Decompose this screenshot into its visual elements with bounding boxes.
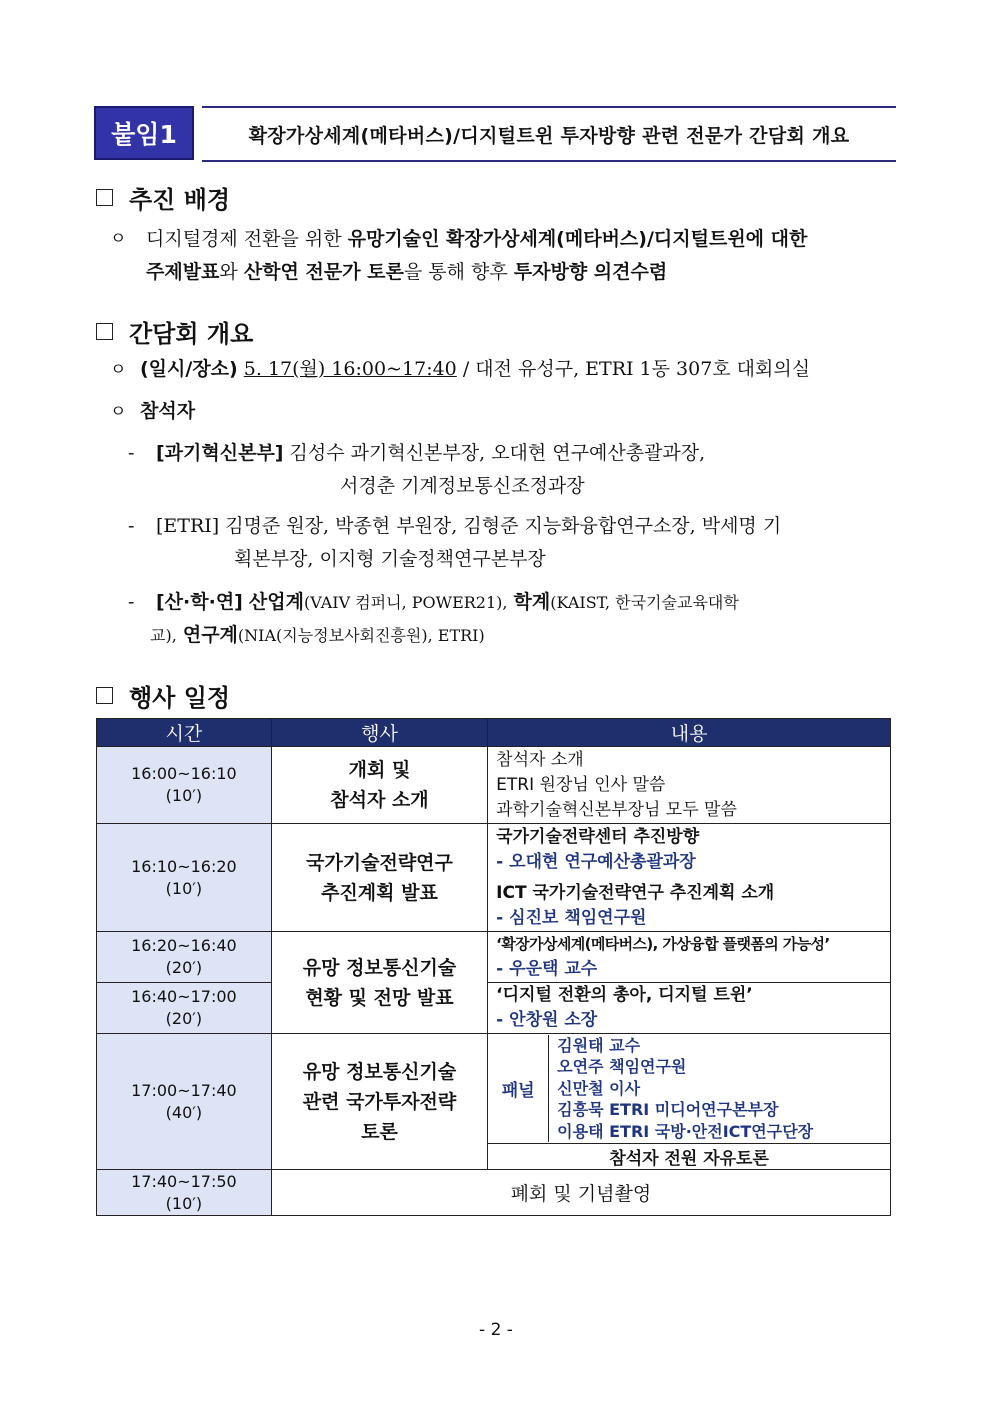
time-cell: 17:00~17:40 (40′) (97, 1034, 272, 1170)
schedule-label: (일시/장소) (140, 358, 238, 380)
attendees-label: 참석자 (140, 400, 196, 422)
panelist: 오연주 책임연구원 (557, 1057, 687, 1077)
table-header-row (97, 719, 891, 747)
section-title: 행사 일정 (129, 684, 231, 712)
table-row (97, 983, 891, 1034)
group-text: 획본부장, 이지형 기술정책연구본부장 (234, 548, 546, 570)
panelist: 김흥묵 ETRI 미디어연구본부장 (557, 1100, 779, 1120)
table-row (97, 824, 891, 932)
column-header: 내용 (488, 719, 891, 747)
table-row (97, 1170, 891, 1216)
content-cell: 참석자 소개 ETRI 원장님 인사 말씀 과학기술혁신본부장님 모두 말씀 (488, 747, 891, 824)
dash: - (128, 442, 135, 464)
attendee-group-msit (128, 437, 898, 503)
table-row (97, 932, 891, 983)
panel-cell (488, 1034, 891, 1144)
content-cell: ‘디지털 전환의 총아, 디지털 트윈’ - 안창원 소장 (488, 983, 891, 1034)
attendee-group-industry-academia-research (128, 586, 903, 652)
group-label: [과기혁신본부] (156, 442, 284, 464)
table-row (97, 747, 891, 824)
bold-text: 산학연 전문가 토론 (243, 261, 404, 283)
text: 와 (219, 261, 244, 283)
section-heading-meeting (96, 314, 253, 349)
section-heading-background (96, 180, 230, 215)
industry-label: 산업계 (248, 591, 304, 613)
attendee-group-etri (128, 510, 898, 576)
time-cell: 16:20~16:40 (20′) (97, 932, 272, 983)
time-cell: 16:00~16:10 (10′) (97, 747, 272, 824)
event-cell: 유망 정보통신기술 현황 및 전망 발표 (271, 932, 487, 1034)
group-label: [ETRI] (156, 515, 220, 537)
bold-text: 유망기술인 확장가상세계(메타버스)/디지털트윈에 대한 (347, 228, 808, 250)
content-cell: 국가기술전략센터 추진방향 - 오대현 연구예산총괄과장 ICT 국가기술전략연구 추진계획 소개 - 심진보 책임연구원 (488, 824, 891, 932)
event-cell: 유망 정보통신기술 관련 국가투자전략 토론 (271, 1034, 487, 1170)
group-text: 김성수 과기혁신본부장, 오대현 연구예산총괄과장, (283, 442, 706, 464)
checkbox-square-icon (96, 323, 113, 340)
group-text: 김명준 원장, 박종현 부원장, 김형준 지능화융합연구소장, 박세명 기 (219, 515, 782, 537)
attendees-line (110, 395, 195, 429)
dash: - (128, 591, 135, 613)
panel-label: 패널 (488, 1035, 549, 1143)
section-title: 간담회 개요 (129, 320, 254, 348)
event-cell: 국가기술전략연구 추진계획 발표 (271, 824, 487, 932)
column-header: 행사 (271, 719, 487, 747)
group-text: 서경춘 기계정보통신조정과장 (340, 475, 585, 497)
column-header: 시간 (97, 719, 272, 747)
section-heading-schedule (96, 678, 230, 713)
schedule-table (96, 718, 891, 1216)
document-title: 확장가상세계(메타버스)/디지털트윈 투자방향 관련 전문가 간담회 개요 (202, 106, 896, 162)
panelist: 김원태 교수 (557, 1035, 641, 1055)
closing-cell: 폐회 및 기념촬영 (271, 1170, 890, 1216)
event-cell: 개회 및 참석자 소개 (271, 747, 487, 824)
academia-label: 학계 (513, 591, 551, 613)
page-number: - 2 - (479, 1320, 513, 1340)
research-detail: (NIA(지능정보사회진흥원), ETRI) (237, 626, 485, 645)
academia-detail: (KAIST, 한국기술교육대학 (550, 593, 739, 612)
bold-text: 주제발표 (146, 261, 220, 283)
bullet-icon: ㅇ (110, 402, 127, 422)
panelist: 신만철 이사 (557, 1078, 641, 1098)
time-cell: 17:40~17:50 (10′) (97, 1170, 272, 1216)
free-discussion-cell: 참석자 전원 자유토론 (488, 1144, 891, 1170)
schedule-place: / 대전 유성구, ETRI 1동 307호 대회의실 (456, 358, 811, 380)
panelist-list (549, 1035, 813, 1143)
section-title: 추진 배경 (129, 186, 231, 214)
panelist: 이용태 ETRI 국방·안전ICT연구단장 (557, 1121, 814, 1141)
text: 디지털경제 전환을 위한 (146, 228, 348, 250)
attachment-badge: 붙임1 (94, 106, 194, 160)
industry-detail: (VAIV 컴퍼니, POWER21), (303, 593, 508, 612)
content-cell: ‘확장가상세계(메타버스), 가상융합 플랫폼의 가능성’ - 우운택 교수 (488, 932, 891, 983)
checkbox-square-icon (96, 189, 113, 206)
bullet-icon: ㅇ (110, 360, 127, 380)
group-label: [산·학·연] (156, 591, 243, 613)
background-paragraph (110, 223, 900, 289)
academia-detail: 교), (150, 626, 177, 645)
table-row (97, 1034, 891, 1144)
checkbox-square-icon (96, 687, 113, 704)
time-cell: 16:10~16:20 (10′) (97, 824, 272, 932)
schedule-date: 5. 17(월) 16:00~17:40 (243, 358, 457, 380)
text: 을 통해 향후 (403, 261, 514, 283)
time-cell: 16:40~17:00 (20′) (97, 983, 272, 1034)
dash: - (128, 515, 135, 537)
research-label: 연구계 (182, 624, 238, 646)
bold-text: 투자방향 의견수렴 (513, 261, 668, 283)
bullet-icon: ㅇ (110, 229, 127, 249)
schedule-line (110, 353, 900, 387)
